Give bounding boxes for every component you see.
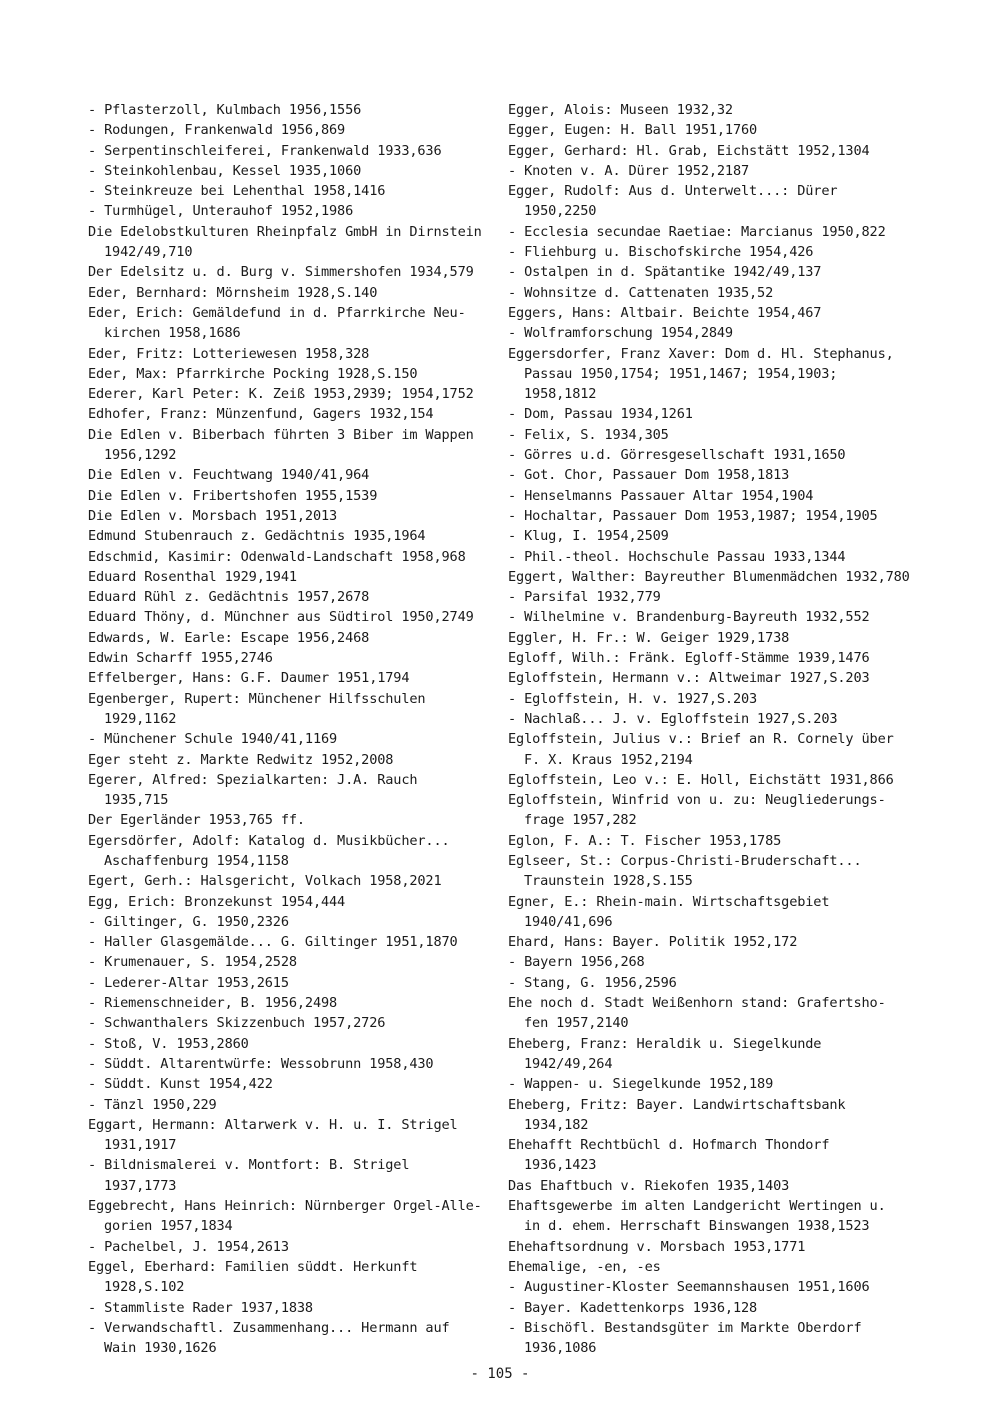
index-entry [88,486,488,506]
index-entry [88,689,488,730]
entry-text: Die Edlen v. Biberbach führten 3 Biber im Wappen [88,426,474,443]
index-entry [508,1095,908,1136]
entry-text: Ehehaftsordnung v. Morsbach 1953,1771 [508,1238,806,1255]
index-entry [88,425,488,466]
index-entry [88,1095,488,1115]
entry-text: Egert, Gerh.: Halsgericht, Volkach 1958,2021 [88,873,442,890]
entry-text: - Lederer-Altar 1953,2615 [88,974,289,991]
index-entry [88,283,488,303]
entry-text: Egloffstein, Julius v.: Brief an R. Cornely über [508,731,894,748]
index-entry [508,1257,908,1277]
entry-text: Egloffstein, Winfrid von u. zu: Neugliederungs- [508,792,886,809]
entry-text: Eduard Thöny, d. Münchner aus Südtirol 1950,2749 [88,609,474,626]
entry-continuation: 1950,2250 [524,203,597,220]
entry-text: - Haller Glasgemälde... G. Giltinger 1951,1870 [88,934,458,951]
index-entry [508,425,908,445]
index-entry [508,587,908,607]
index-entry [88,993,488,1013]
entry-text: - Steinkohlenbau, Kessel 1935,1060 [88,162,362,179]
index-entry [88,892,488,912]
index-entry [88,607,488,627]
entry-continuation: 1958,1812 [524,386,597,403]
index-entry [88,628,488,648]
entry-text: Eglseer, St.: Corpus-Christi-Bruderschaft... [508,852,862,869]
entry-text: - Phil.-theol. Hochschule Passau 1933,1344 [508,548,846,565]
index-entry [88,1196,488,1237]
index-entry [508,323,908,343]
index-entry [508,770,908,790]
index-entry [508,973,908,993]
entry-text: Edmund Stubenrauch z. Gedächtnis 1935,1964 [88,528,426,545]
entry-text: Eheberg, Fritz: Bayer. Landwirtschaftsbank [508,1096,846,1113]
entry-text: Eggel, Eberhard: Familien süddt. Herkunft [88,1258,418,1275]
index-entry [508,1237,908,1257]
entry-text: Eger steht z. Markte Redwitz 1952,2008 [88,751,394,768]
entry-text: Egg, Erich: Bronzekunst 1954,444 [88,893,346,910]
entry-text: Eggart, Hermann: Altarwerk v. H. u. I. Strigel [88,1116,458,1133]
index-entry [88,668,488,688]
entry-text: - Parsifal 1932,779 [508,589,661,606]
entry-text: Edschmid, Kasimir: Odenwald-Landschaft 1958,968 [88,548,466,565]
entry-continuation: 1956,1292 [104,447,177,464]
entry-text: Egloffstein, Hermann v.: Altweimar 1927,S.203 [508,670,870,687]
index-entry [88,567,488,587]
entry-continuation: gorien 1957,1834 [104,1218,233,1235]
entry-text: Edwin Scharff 1955,2746 [88,650,273,667]
entry-text: Eder, Erich: Gemäldefund in d. Pfarrkirche Neu- [88,304,466,321]
index-entry [508,790,908,831]
entry-text: Egloffstein, Leo v.: E. Holl, Eichstätt 1931,866 [508,771,894,788]
index-entry [508,526,908,546]
entry-text: - Felix, S. 1934,305 [508,426,669,443]
index-entry [88,831,488,872]
entry-text: Edhofer, Franz: Münzenfund, Gagers 1932,154 [88,406,434,423]
index-entry [88,506,488,526]
index-entry [508,141,908,161]
index-entry [88,912,488,932]
entry-text: Eduard Rühl z. Gedächtnis 1957,2678 [88,589,370,606]
entry-text: - Bildnismalerei v. Montfort: B. Strigel [88,1157,410,1174]
index-entry [88,1034,488,1054]
entry-text: Ehe noch d. Stadt Weißenhorn stand: Grafertsho- [508,995,886,1012]
entry-text: - Fliehburg u. Bischofskirche 1954,426 [508,244,814,261]
index-entry [508,1277,908,1297]
entry-text: - Stoß, V. 1953,2860 [88,1035,249,1052]
index-entry [88,344,488,364]
index-entry [88,1298,488,1318]
entry-text: Die Edlen v. Feuchtwang 1940/41,964 [88,467,370,484]
entry-text: Egger, Alois: Museen 1932,32 [508,102,733,118]
entry-text: Eduard Rosenthal 1929,1941 [88,568,297,585]
entry-text: - Dom, Passau 1934,1261 [508,406,693,423]
entry-text: - Bayer. Kadettenkorps 1936,128 [508,1299,758,1316]
entry-text: Eggert, Walther: Bayreuther Blumenmädchen 1932,780 [508,568,910,585]
entry-text: - Serpentinschleiferei, Frankenwald 1933,636 [88,142,442,159]
index-entry [88,810,488,830]
index-entry [508,709,908,729]
index-entry [508,1034,908,1075]
index-entry [508,445,908,465]
entry-text: Ehaftsgewerbe im alten Landgericht Wertingen u. [508,1198,886,1215]
index-entry [88,1257,488,1298]
entry-text: Die Edlen v. Fribertshofen 1955,1539 [88,487,378,504]
entry-text: - Turmhügel, Unterauhof 1952,1986 [88,203,354,220]
entry-continuation: 1940/41,696 [524,913,613,930]
entry-text: Eggler, H. Fr.: W. Geiger 1929,1738 [508,629,790,646]
index-entry [88,1237,488,1257]
index-entry [508,344,908,405]
entry-continuation: Passau 1950,1754; 1951,1467; 1954,1903; [524,365,838,382]
index-entry [508,120,908,140]
entry-text: Egger, Rudolf: Aus d. Unterwelt...: Dürer [508,183,838,200]
index-entry [88,750,488,770]
entry-text: - Süddt. Altarentwürfe: Wessobrunn 1958,430 [88,1055,434,1072]
entry-continuation: 1935,715 [104,792,169,809]
entry-text: - Ostalpen in d. Spätantike 1942/49,137 [508,264,822,281]
index-entry [508,851,908,892]
index-entry [88,465,488,485]
entry-continuation: 1928,S.102 [104,1279,185,1296]
index-entry [88,729,488,749]
index-entry [508,607,908,627]
entry-text: - Bischöfl. Bestandsgüter im Markte Oberdorf [508,1319,862,1336]
entry-text: - Bayern 1956,268 [508,954,645,971]
index-entry [508,628,908,648]
index-entry [508,1298,908,1318]
index-entry [508,567,908,587]
index-entry [508,993,908,1034]
index-entry [508,161,908,181]
entry-text: Die Edlen v. Morsbach 1951,2013 [88,507,338,524]
index-entry [88,1155,488,1196]
entry-continuation: 1936,1086 [524,1340,597,1357]
entry-continuation: Aschaffenburg 1954,1158 [104,852,289,869]
index-entry [508,242,908,262]
index-entry [508,932,908,952]
index-entry [508,689,908,709]
index-entry [508,1176,908,1196]
entry-text: - Stang, G. 1956,2596 [508,974,677,991]
index-entry [88,384,488,404]
entry-continuation: 1931,1917 [104,1137,177,1154]
entry-text: Ederer, Karl Peter: K. Zeiß 1953,2939; 1954,1752 [88,386,474,403]
entry-text: - Görres u.d. Görresgesellschaft 1931,1650 [508,447,846,464]
entry-text: Die Edelobstkulturen Rheinpfalz GmbH in Dirnstein [88,223,482,240]
entry-text: Eder, Max: Pfarrkirche Pocking 1928,S.150 [88,365,418,382]
entry-continuation: fen 1957,2140 [524,1015,629,1032]
index-entry [88,932,488,952]
index-entry [508,892,908,933]
entry-continuation: Traunstein 1928,S.155 [524,873,693,890]
entry-text: - Egloffstein, H. v. 1927,S.203 [508,690,758,707]
entry-text: - Knoten v. A. Dürer 1952,2187 [508,162,750,179]
entry-text: Egersdörfer, Adolf: Katalog d. Musikbücher... [88,832,450,849]
entry-text: - Riemenschneider, B. 1956,2498 [88,995,338,1012]
entry-continuation: in d. ehem. Herrschaft Binswangen 1938,1523 [524,1218,870,1235]
entry-text: Eglon, F. A.: T. Fischer 1953,1785 [508,832,782,849]
entry-text: - Giltinger, G. 1950,2326 [88,913,289,930]
page-number: - 105 - [470,1366,530,1382]
index-entry [88,181,488,201]
entry-text: Egger, Eugen: H. Ball 1951,1760 [508,122,758,139]
index-entry [88,161,488,181]
entry-text: Egloff, Wilh.: Fränk. Egloff-Stämme 1939,1476 [508,650,870,667]
entry-text: - Pflasterzoll, Kulmbach 1956,1556 [88,102,362,118]
index-entry [508,404,908,424]
index-entry [508,1074,908,1094]
index-entry [508,831,908,851]
entry-text: - Süddt. Kunst 1954,422 [88,1076,273,1093]
entry-text: Eggersdorfer, Franz Xaver: Dom d. Hl. Stephanus, [508,345,894,362]
entry-text: Egner, E.: Rhein-main. Wirtschaftsgebiet [508,893,830,910]
entry-text: - Wappen- u. Siegelkunde 1952,189 [508,1076,774,1093]
index-entry [88,1074,488,1094]
index-entry [508,648,908,668]
entry-text: Egerer, Alfred: Spezialkarten: J.A. Rauch [88,771,418,788]
entry-text: - Ecclesia secundae Raetiae: Marcianus 1950,822 [508,223,886,240]
entry-text: - Hochaltar, Passauer Dom 1953,1987; 1954,1905 [508,507,878,524]
index-entry [88,547,488,567]
entry-text: - Tänzl 1950,229 [88,1096,217,1113]
index-entry [508,222,908,242]
entry-text: Eggebrecht, Hans Heinrich: Nürnberger Orgel-Alle- [88,1198,482,1215]
entry-text: - Steinkreuze bei Lehenthal 1958,1416 [88,183,386,200]
entry-continuation: 1942/49,710 [104,244,193,261]
index-entry [508,506,908,526]
index-entry [88,648,488,668]
entry-text: Der Edelsitz u. d. Burg v. Simmershofen 1934,579 [88,264,474,281]
entry-text: - Stammliste Rader 1937,1838 [88,1299,313,1316]
entry-text: Der Egerländer 1953,765 ff. [88,812,305,829]
entry-text: Ehard, Hans: Bayer. Politik 1952,172 [508,934,798,951]
index-entry [88,770,488,811]
index-entry [88,120,488,140]
entry-text: Edwards, W. Earle: Escape 1956,2468 [88,629,370,646]
entry-text: Egenberger, Rupert: Münchener Hilfsschulen [88,690,426,707]
entry-continuation: 1937,1773 [104,1177,177,1194]
right-column [508,100,908,1358]
index-entry [508,952,908,972]
index-entry [508,1196,908,1237]
index-entry [88,1115,488,1156]
index-entry [508,1135,908,1176]
entry-text: Eder, Bernhard: Mörnsheim 1928,S.140 [88,284,378,301]
index-entry [88,222,488,263]
entry-text: Eggers, Hans: Altbair. Beichte 1954,467 [508,304,822,321]
index-entry [508,100,908,120]
entry-text: - Pachelbel, J. 1954,2613 [88,1238,289,1255]
index-entry [88,1318,488,1359]
entry-continuation: kirchen 1958,1686 [104,325,241,342]
entry-text: - Klug, I. 1954,2509 [508,528,669,545]
index-entry [508,465,908,485]
entry-text: Effelberger, Hans: G.F. Daumer 1951,1794 [88,670,410,687]
entry-text: Das Ehaftbuch v. Riekofen 1935,1403 [508,1177,790,1194]
entry-continuation: 1934,182 [524,1116,589,1133]
entry-continuation: F. X. Kraus 1952,2194 [524,751,693,768]
index-entry [88,364,488,384]
entry-text: Ehemalige, -en, -es [508,1258,661,1275]
index-entry [508,303,908,323]
index-entry [88,1054,488,1074]
entry-continuation: 1929,1162 [104,710,177,727]
index-entry [508,547,908,567]
entry-text: Egger, Gerhard: Hl. Grab, Eichstätt 1952,1304 [508,142,870,159]
entry-continuation: Wain 1930,1626 [104,1340,217,1357]
entry-text: - Got. Chor, Passauer Dom 1958,1813 [508,467,790,484]
entry-text: - Münchener Schule 1940/41,1169 [88,731,338,748]
entry-text: - Schwanthalers Skizzenbuch 1957,2726 [88,1015,386,1032]
index-entry [508,1318,908,1359]
index-entry [508,181,908,222]
entry-text: Ehehafft Rechtbüchl d. Hofmarch Thondorf [508,1137,830,1154]
entry-text: - Augustiner-Kloster Seemannshausen 1951,1606 [508,1279,870,1296]
index-entry [88,526,488,546]
index-entry [88,141,488,161]
index-entry [508,262,908,282]
index-entry [88,100,488,120]
entry-text: - Wilhelmine v. Brandenburg-Bayreuth 1932,552 [508,609,870,626]
index-entry [88,201,488,221]
entry-text: - Wohnsitze d. Cattenaten 1935,52 [508,284,774,301]
index-entry [88,303,488,344]
index-entry [88,1013,488,1033]
index-entry [88,404,488,424]
left-column [88,100,488,1358]
index-entry [88,871,488,891]
entry-text: - Krumenauer, S. 1954,2528 [88,954,297,971]
index-entry [88,973,488,993]
entry-text: - Henselmanns Passauer Altar 1954,1904 [508,487,814,504]
index-entry [88,262,488,282]
index-entry [508,283,908,303]
entry-continuation: 1936,1423 [524,1157,597,1174]
index-entry [508,729,908,770]
entry-continuation: frage 1957,282 [524,812,637,829]
entry-text: Eheberg, Franz: Heraldik u. Siegelkunde [508,1035,822,1052]
entry-text: - Nachlaß... J. v. Egloffstein 1927,S.203 [508,710,838,727]
entry-text: - Rodungen, Frankenwald 1956,869 [88,122,346,139]
entry-text: - Verwandschaftl. Zusammenhang... Hermann auf [88,1319,450,1336]
index-entry [88,587,488,607]
index-entry [88,952,488,972]
entry-text: Eder, Fritz: Lotteriewesen 1958,328 [88,345,370,362]
index-entry [508,668,908,688]
entry-text: - Wolframforschung 1954,2849 [508,325,733,342]
entry-continuation: 1942/49,264 [524,1055,613,1072]
index-entry [508,486,908,506]
